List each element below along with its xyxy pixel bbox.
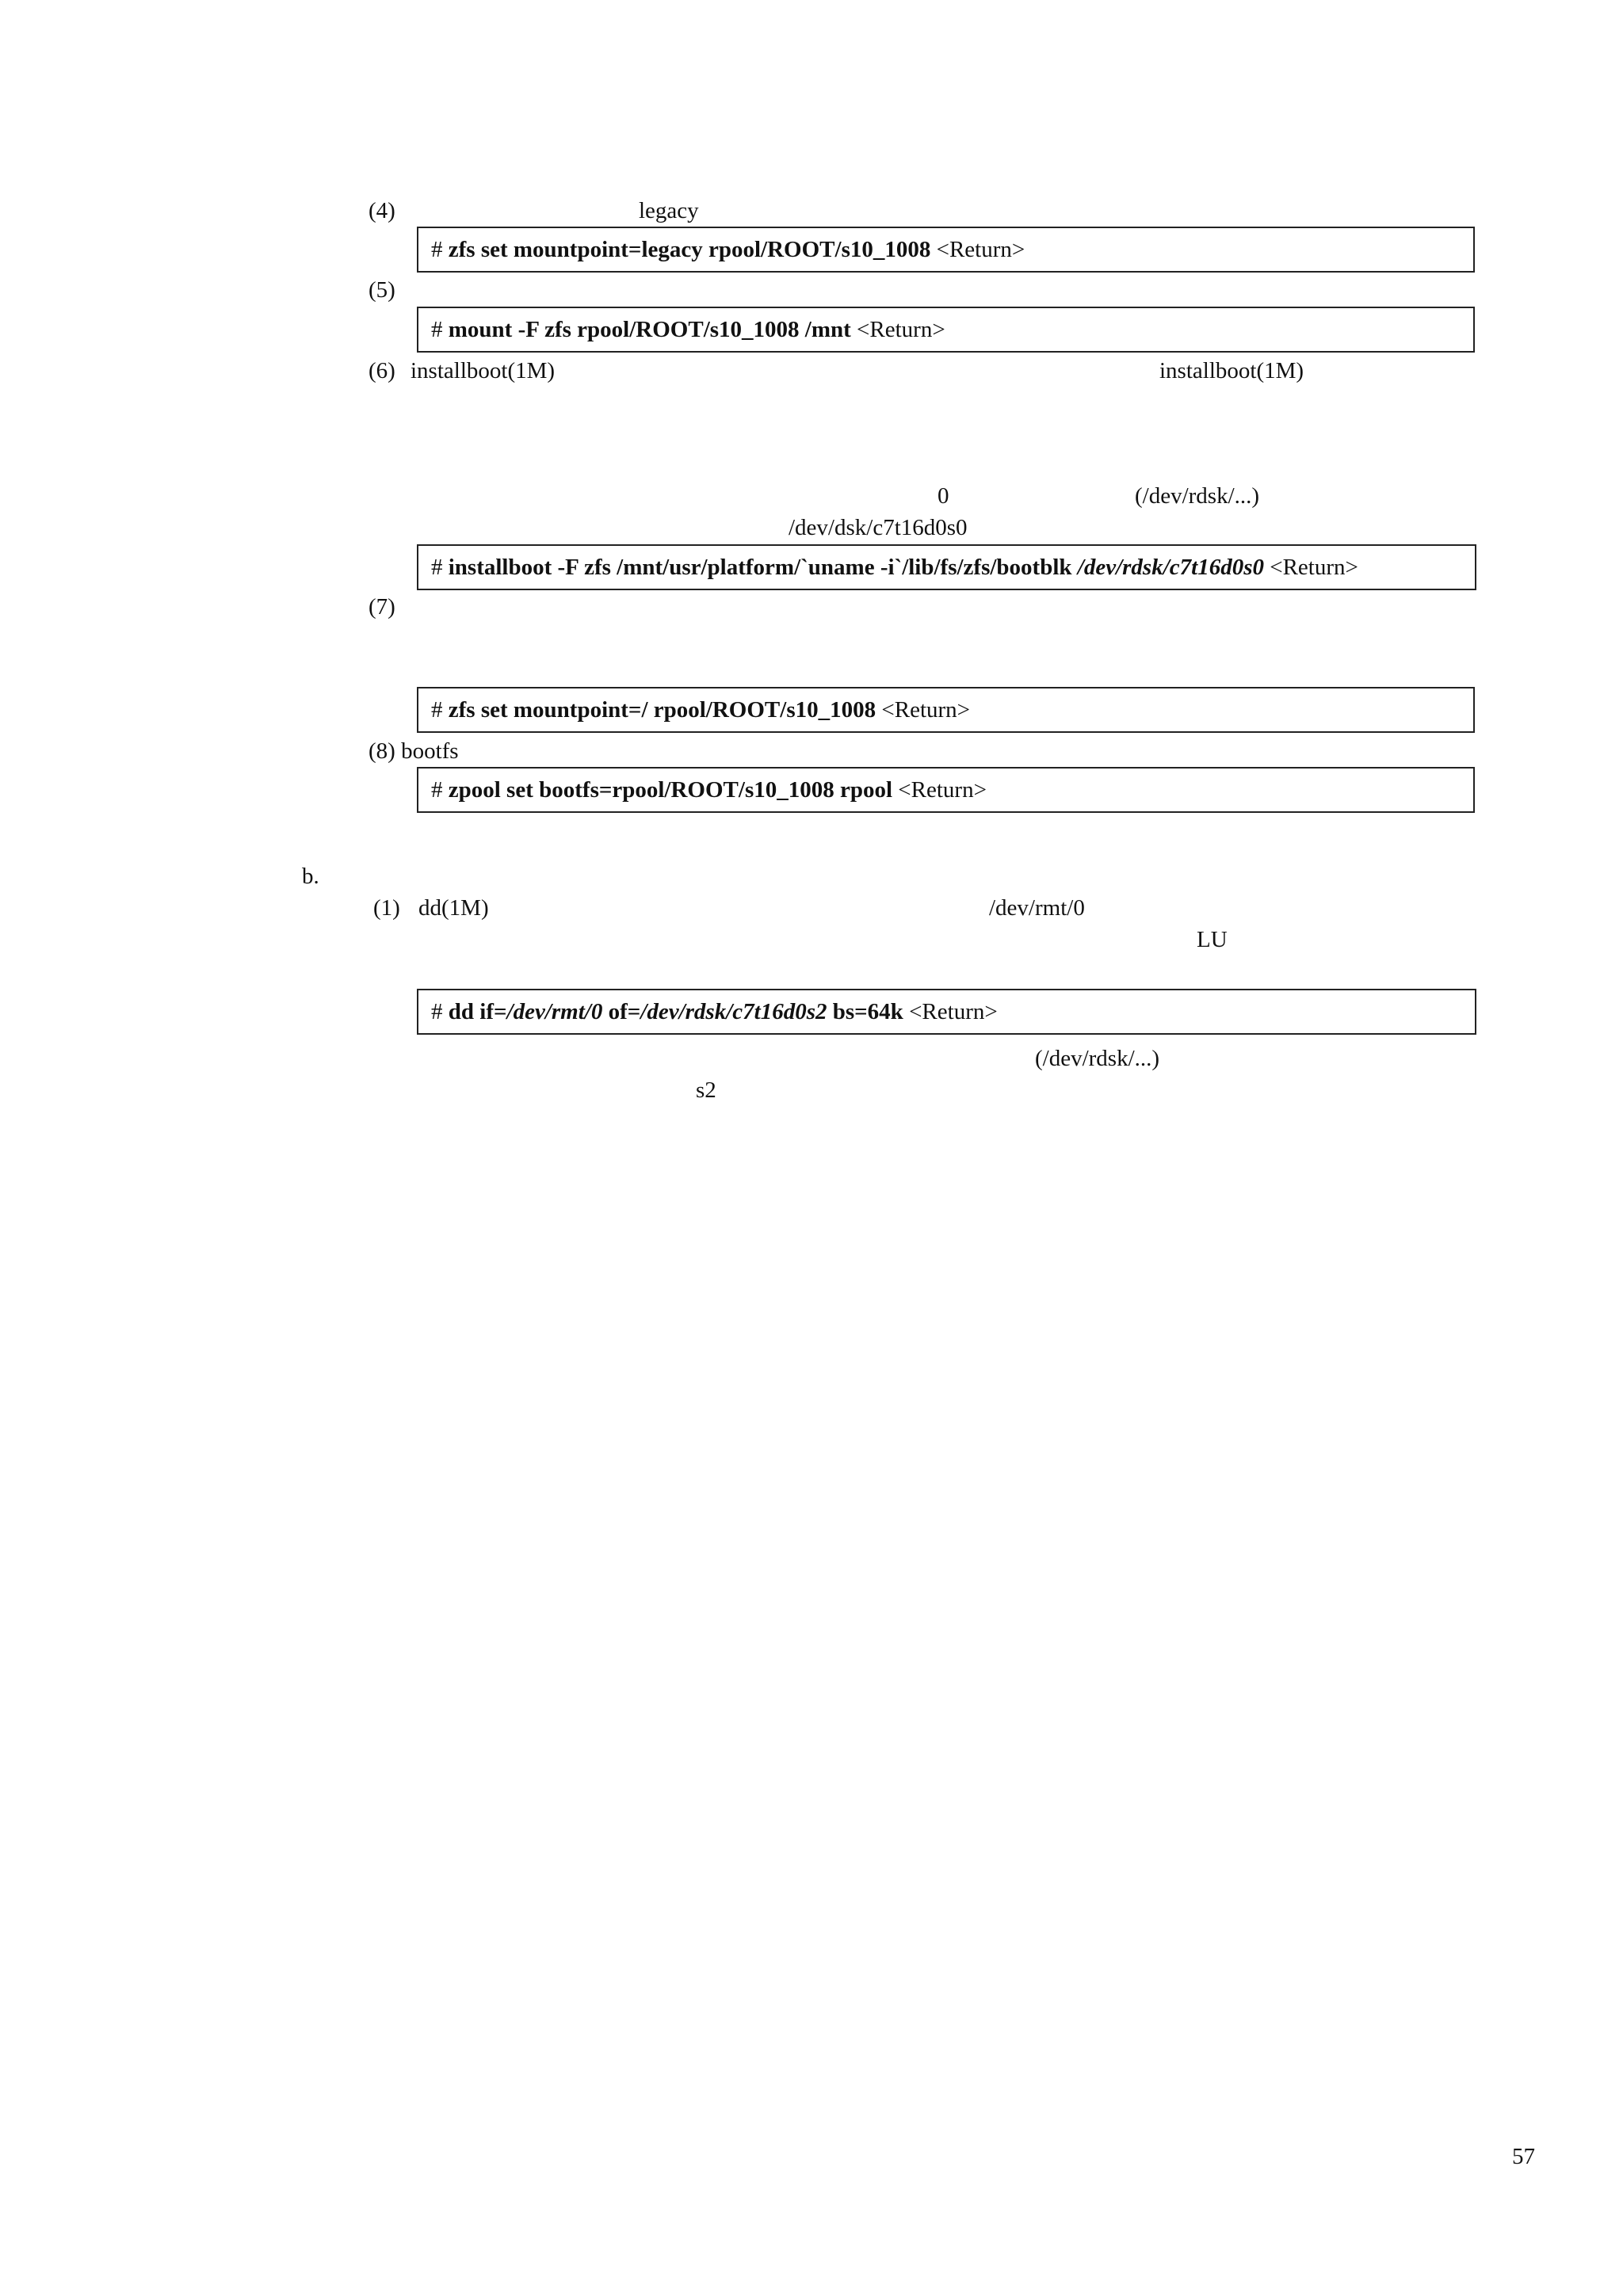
return-key: <Return> [909, 998, 998, 1024]
section-label: b. [302, 864, 319, 889]
prompt: # [431, 696, 443, 723]
step-number: (5) [369, 277, 395, 303]
return-key: <Return> [898, 776, 987, 803]
slice-label: s2 [696, 1077, 716, 1103]
prompt: # [431, 316, 443, 342]
return-key: <Return> [1270, 554, 1358, 580]
lu-label: LU [1197, 927, 1228, 952]
command-box [417, 989, 1476, 1035]
step-label: (8) bootfs [369, 738, 459, 764]
command-reference: installboot(1M) [411, 358, 556, 383]
command-box [417, 767, 1475, 813]
option-key: of= [608, 998, 641, 1024]
option-value: /dev/rdsk/c7t16d0s2 [640, 998, 827, 1024]
slice-number: 0 [938, 483, 949, 509]
device-path: /dev/dsk/c7t16d0s0 [789, 515, 968, 540]
device-argument: /dev/rdsk/c7t16d0s0 [1077, 554, 1264, 580]
command-text: installboot -F zfs /mnt/usr/platform/`uname -i`/lib/fs/zfs/bootblk [448, 554, 1072, 580]
command-box [417, 227, 1475, 273]
option-key: if= [479, 998, 507, 1024]
prompt: # [431, 236, 443, 262]
return-key: <Return> [881, 696, 971, 723]
device-path: (/dev/rdsk/...) [1035, 1046, 1160, 1071]
return-key: <Return> [857, 316, 945, 342]
device-path: /dev/rmt/0 [989, 895, 1085, 921]
command-reference: dd(1M) [418, 895, 489, 921]
command-box [417, 687, 1475, 733]
device-path: (/dev/rdsk/...) [1135, 483, 1260, 509]
command-text: mount -F zfs rpool/ROOT/s10_1008 /mnt [448, 316, 851, 342]
command-text: zfs set mountpoint=/ rpool/ROOT/s10_1008 [448, 696, 876, 723]
return-key: <Return> [936, 236, 1025, 262]
step-number: (1) [373, 895, 400, 921]
command-box [417, 307, 1475, 353]
command-reference: installboot(1M) [1159, 358, 1304, 383]
keyword-legacy: legacy [639, 198, 699, 223]
prompt: # [431, 776, 443, 803]
prompt: # [431, 554, 443, 580]
command-name: dd [448, 998, 475, 1024]
command-text: zpool set bootfs=rpool/ROOT/s10_1008 rpool [448, 776, 893, 803]
command-box [417, 544, 1476, 590]
step-number: (4) [369, 198, 395, 223]
page-number: 57 [1512, 2144, 1535, 2169]
step-number: (7) [369, 594, 395, 620]
command-text: zfs set mountpoint=legacy rpool/ROOT/s10_1008 [448, 236, 931, 262]
option-value: /dev/rmt/0 [506, 998, 603, 1024]
prompt: # [431, 998, 443, 1024]
option-block-size: bs=64k [832, 998, 903, 1024]
step-number: (6) [369, 358, 395, 383]
